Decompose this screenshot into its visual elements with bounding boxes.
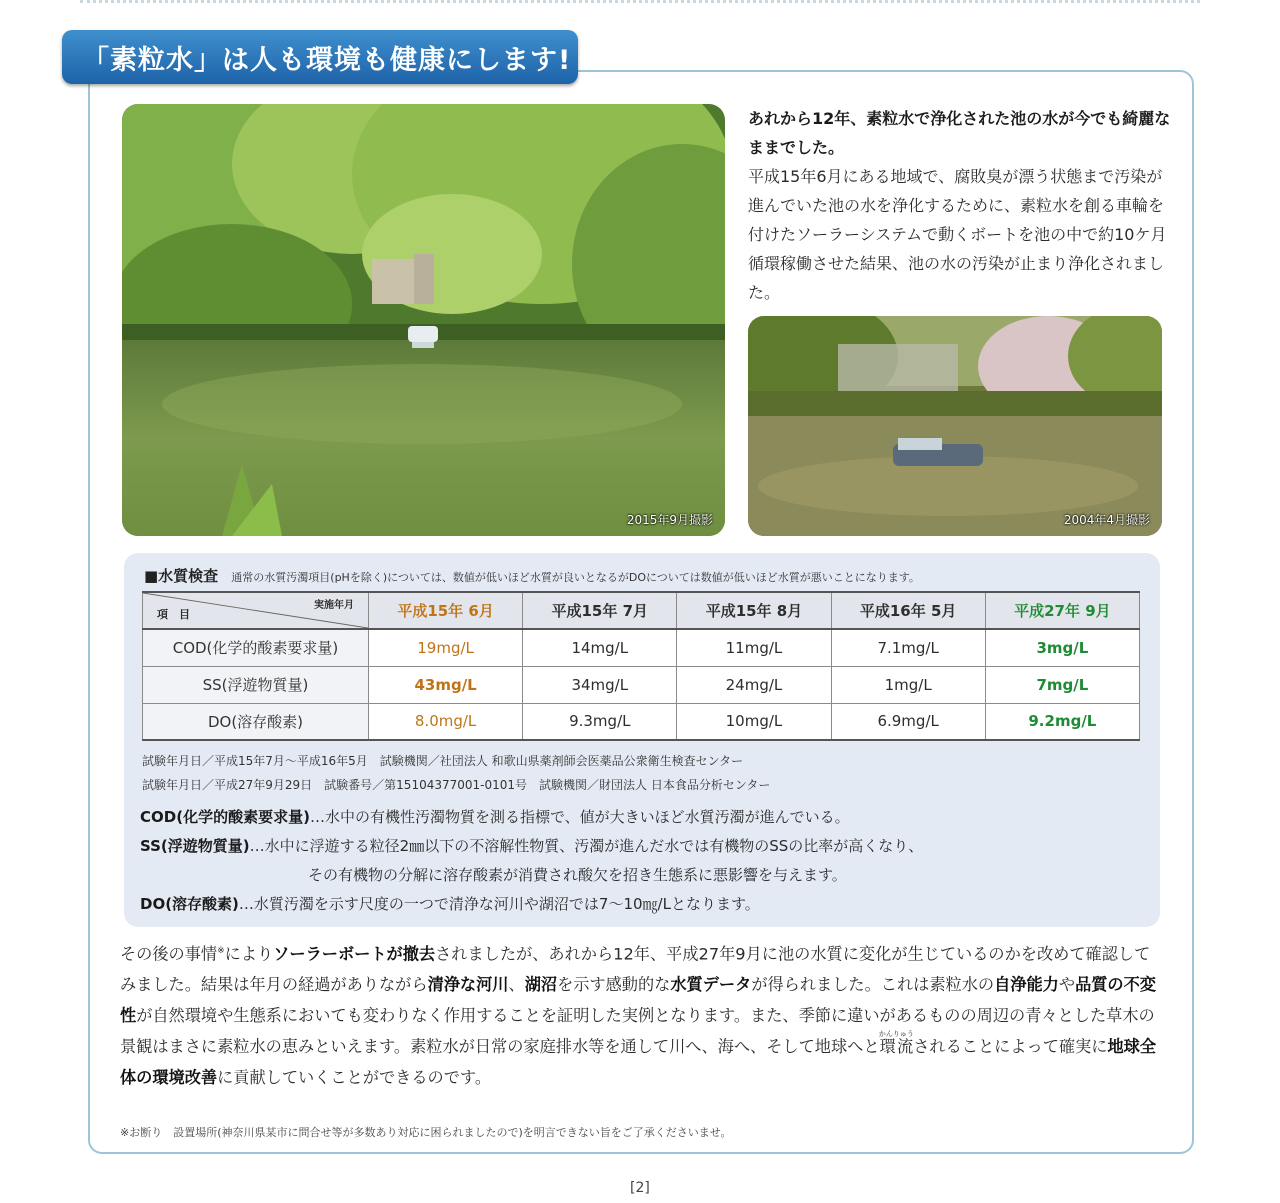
definition-term: SS(浮遊物質量) <box>140 837 250 855</box>
ruby-word <box>878 1030 914 1057</box>
footnote: ※お断り 設置場所(神奈川県某市に問合せ等が多数あり対応に困られましたので)を明言できない旨をご了承くださいませ。 <box>120 1126 732 1139</box>
footnote-mark: ※ <box>217 946 225 956</box>
body-emphasis: 湖沼 <box>524 975 558 995</box>
body-segment: が得られました。これは素粒水の <box>751 975 995 995</box>
furigana: かんりゅう <box>878 1030 914 1039</box>
table-row <box>143 703 1140 740</box>
table-cell: 1mg/L <box>831 666 985 703</box>
row-item-label: SS(浮遊物質量) <box>143 666 369 703</box>
definition-ss <box>140 832 923 861</box>
corner-item-label: 項 目 <box>157 608 190 621</box>
column-header: 平成27年 9月 <box>985 592 1139 629</box>
row-item-label: COD(化学的酸素要求量) <box>143 629 369 666</box>
body-segment: その後の事情 <box>120 944 218 964</box>
water-quality-panel <box>124 553 1160 927</box>
body-emphasis: 品質の不変性 <box>120 975 1156 1026</box>
body-segment: を示す感動的な <box>557 975 671 995</box>
definition-cod <box>140 803 923 832</box>
page-number: [2] <box>630 1180 650 1196</box>
table-cell: 7mg/L <box>985 666 1139 703</box>
body-paragraph <box>120 936 1164 1093</box>
corner-date-label: 実施年月 <box>314 600 354 611</box>
body-segment: 環流 <box>878 1037 914 1057</box>
table-row <box>143 666 1140 703</box>
table-row <box>143 629 1140 666</box>
definition-text: …水中に浮遊する粒径2㎜以下の不溶解性物質、汚濁が進んだ水では有機物のSSの比率が高くなり、 <box>249 837 924 855</box>
body-emphasis: 地球全体の環境改善 <box>120 1037 1157 1088</box>
body-segment: されることによって確実に <box>913 1037 1108 1057</box>
top-dotted-rule <box>80 0 1200 6</box>
body-segment: が自然環境や生態系においても変わりなく作用することを証明した実例となります。また、季節に違いがあるものの周辺の青々とした草木の景観はまさに素粒水の恵みといえます。素粒水が日常の家庭排水等を通して川へ、海へ、そして地球へと <box>120 1006 1155 1057</box>
row-item-label: DO(溶存酸素) <box>143 703 369 740</box>
table-cell: 19mg/L <box>369 629 523 666</box>
water-quality-table <box>142 591 1140 741</box>
definition-ss-continued: その有機物の分解に溶存酸素が消費され酸欠を招き生態系に悪影響を与えます。 <box>308 866 847 884</box>
body-emphasis: 清浄な河川 <box>427 975 509 995</box>
table-cell: 7.1mg/L <box>831 629 985 666</box>
intro-text <box>748 104 1172 307</box>
body-emphasis: 水質データ <box>670 975 752 995</box>
definition-text: …水質汚濁を示す尺度の一つで清浄な河川や湖沼では7〜10㎎/Lとなります。 <box>238 895 760 913</box>
definition-text: …水中の有機性汚濁物質を測る指標で、値が大きいほど水質汚濁が進んでいる。 <box>309 808 850 826</box>
body-emphasis: 自浄能力 <box>994 975 1059 995</box>
table-cell: 3mg/L <box>985 629 1139 666</box>
table-cell: 8.0mg/L <box>369 703 523 740</box>
intro-lead: あれから12年、素粒水で浄化された池の水が今でも綺麗なままでした。 <box>748 109 1171 157</box>
definition-do <box>140 890 923 919</box>
column-header: 平成15年 8月 <box>677 592 831 629</box>
photo-caption-2015: 2015年9月撮影 <box>626 513 713 527</box>
table-cell: 9.2mg/L <box>985 703 1139 740</box>
table-cell: 34mg/L <box>523 666 677 703</box>
table-header-row <box>143 592 1140 629</box>
table-corner-cell <box>143 592 369 629</box>
test-info <box>142 749 770 797</box>
test-line: 試験年月日／平成27年9月29日 試験番号／第15104377001-0101号 試験機関／財団法人 日本食品分析センター <box>142 778 771 792</box>
water-quality-note: 通常の水質汚濁項目(pHを除く)については、数値が低いほど水質が良いとなるがDOについては数値が低いほど水質が悪いことになります。 <box>231 571 920 584</box>
body-segment: や <box>1058 975 1076 995</box>
test-line: 試験年月日／平成15年7月〜平成16年5月 試験機関／社団法人 和歌山県薬剤師会医薬品公衆衛生検査センター <box>142 754 744 768</box>
page-title: 「素粒水」は人も環境も健康にします! <box>82 44 572 76</box>
body-segment: 、 <box>508 975 525 995</box>
pond-2015-illustration <box>122 104 725 536</box>
column-header: 平成15年 7月 <box>523 592 677 629</box>
body-segment: により <box>224 944 274 964</box>
photo-pond-2015 <box>122 104 725 536</box>
definition-term: DO(溶存酸素) <box>140 895 239 913</box>
table-cell: 14mg/L <box>523 629 677 666</box>
definitions <box>140 803 923 919</box>
table-cell: 43mg/L <box>369 666 523 703</box>
photo-pond-2004 <box>748 316 1162 536</box>
table-cell: 24mg/L <box>677 666 831 703</box>
table-cell: 6.9mg/L <box>831 703 985 740</box>
intro-body: 平成15年6月にある地域で、腐敗臭が漂う状態まで汚染が進んでいた池の水を浄化するために、素粒水を創る車輪を付けたソーラーシステムで動くボートを池の中で約10ケ月循環稼働させた結果、池の水の汚染が止まり浄化されました。 <box>748 167 1167 302</box>
column-header: 平成15年 6月 <box>369 592 523 629</box>
definition-term: COD(化学的酸素要求量) <box>140 808 310 826</box>
table-cell: 9.3mg/L <box>523 703 677 740</box>
body-segment: されましたが、あれから12年、平成27年9月に池の水質に変化が生じているのかを改めて確認してみました。結果は年月の経過がありながら <box>120 944 1151 995</box>
water-quality-header <box>144 565 920 586</box>
body-emphasis: ソーラーボートが撤去 <box>273 944 436 964</box>
body-segment: に貢献していくことができるのです。 <box>217 1068 492 1088</box>
title-banner <box>62 30 578 84</box>
pond-2004-illustration <box>748 316 1162 536</box>
table-cell: 11mg/L <box>677 629 831 666</box>
table-cell: 10mg/L <box>677 703 831 740</box>
column-header: 平成16年 5月 <box>831 592 985 629</box>
photo-caption-2004: 2004年4月撮影 <box>1063 513 1150 527</box>
water-quality-heading: ■水質検査 <box>144 567 219 585</box>
